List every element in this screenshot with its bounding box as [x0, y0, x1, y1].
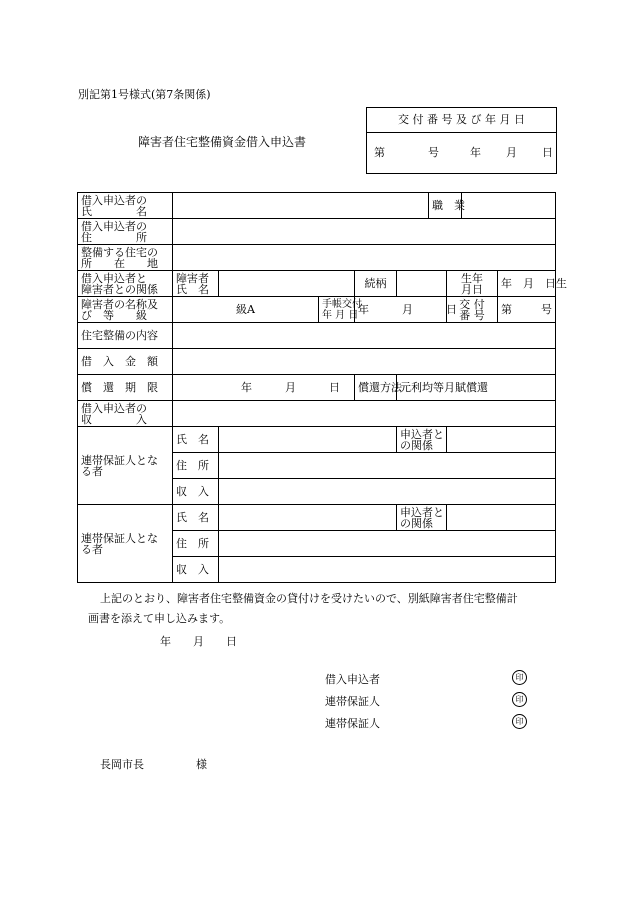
field-g1-income[interactable]	[219, 479, 556, 505]
field-g1-relation[interactable]	[447, 427, 556, 453]
signer-applicant: 借入申込者	[325, 673, 380, 686]
label-g1-address: 住 所	[173, 453, 219, 479]
label-relation: 借入申込者と 障害者との関係	[78, 271, 173, 297]
issue-tsuki: 月	[506, 146, 517, 159]
issue-hi: 日	[542, 146, 553, 159]
label-period: 償 還 期 限	[78, 375, 173, 401]
issue-box	[366, 107, 557, 174]
field-g2-name[interactable]	[219, 505, 397, 531]
field-grade[interactable]: 級A	[173, 297, 319, 323]
statement-line-1: 上記のとおり、障害者住宅整備資金の貸付けを受けたいので、別紙障害者住宅整備計	[100, 592, 518, 605]
signer-guarantor-2: 連帯保証人	[325, 717, 380, 730]
seal-icon: 印	[512, 692, 527, 707]
field-amount[interactable]	[173, 349, 556, 375]
field-period[interactable]: 年 月 日	[173, 375, 355, 401]
label-content: 住宅整備の内容	[78, 323, 173, 349]
signer-guarantor-1: 連帯保証人	[325, 695, 380, 708]
label-kofu-number: 交 付 番 号	[447, 297, 498, 323]
field-kofu-number[interactable]: 第 号	[498, 297, 556, 323]
label-income: 借入申込者の 収 入	[78, 401, 173, 427]
label-g1-name: 氏 名	[173, 427, 219, 453]
label-occupation: 職 業	[429, 193, 462, 219]
field-g2-income[interactable]	[219, 557, 556, 583]
page-title: 障害者住宅整備資金借入申込書	[138, 135, 307, 149]
label-g1-relation: 申込者と の関係	[397, 427, 447, 453]
label-amount: 借 入 金 額	[78, 349, 173, 375]
label-applicant-address: 借入申込者の 住 所	[78, 219, 173, 245]
addressee-mayor: 長岡市長	[100, 758, 144, 771]
field-g1-address[interactable]	[219, 453, 556, 479]
label-techo-date: 手帳交付 年 月 日	[319, 297, 355, 323]
field-house-location[interactable]	[173, 245, 556, 271]
field-disabled-name[interactable]	[219, 271, 355, 297]
label-g1-income: 収 入	[173, 479, 219, 505]
label-birthdate: 生年 月日	[447, 271, 498, 297]
field-birthdate[interactable]: 年 月 日生	[498, 271, 556, 297]
issue-go: 号	[428, 146, 439, 159]
label-zokugara: 続柄	[355, 271, 397, 297]
field-income[interactable]	[173, 401, 556, 427]
label-house-location: 整備する住宅の 所 在 地	[78, 245, 173, 271]
label-applicant-name: 借入申込者の 氏 名	[78, 193, 173, 219]
label-guarantor-2: 連帯保証人とな る者	[78, 505, 173, 583]
field-content[interactable]	[173, 323, 556, 349]
field-zokugara[interactable]	[397, 271, 447, 297]
field-g2-address[interactable]	[219, 531, 556, 557]
issue-box-values	[367, 133, 557, 174]
label-disability: 障害者の名称及 び 等 級	[78, 297, 173, 323]
label-disabled-name: 障害者 氏 名	[173, 271, 219, 297]
application-form	[77, 192, 568, 583]
issue-box-heading: 交 付 番 号 及 び 年 月 日	[367, 108, 557, 133]
label-g2-relation: 申込者と の関係	[397, 505, 447, 531]
field-g2-relation[interactable]	[447, 505, 556, 531]
field-method[interactable]: 元利均等月賦償還	[397, 375, 556, 401]
label-method: 償還方法	[355, 375, 397, 401]
field-occupation[interactable]	[462, 193, 556, 219]
label-g2-income: 収 入	[173, 557, 219, 583]
issue-dai: 第	[374, 146, 385, 159]
field-applicant-name[interactable]	[173, 193, 429, 219]
field-g1-name[interactable]	[219, 427, 397, 453]
label-guarantor-1: 連帯保証人とな る者	[78, 427, 173, 505]
label-g2-name: 氏 名	[173, 505, 219, 531]
form-reference: 別記第1号様式(第7条関係)	[78, 88, 211, 101]
issue-nen: 年	[470, 146, 481, 159]
field-techo-date[interactable]: 年 月 日	[355, 297, 447, 323]
statement-line-2: 画書を添えて申し込みます。	[88, 612, 231, 625]
seal-icon: 印	[512, 714, 527, 729]
field-applicant-address[interactable]	[173, 219, 556, 245]
label-g2-address: 住 所	[173, 531, 219, 557]
seal-icon: 印	[512, 670, 527, 685]
application-date[interactable]: 年 月 日	[160, 635, 237, 648]
addressee-honorific: 様	[196, 758, 207, 771]
